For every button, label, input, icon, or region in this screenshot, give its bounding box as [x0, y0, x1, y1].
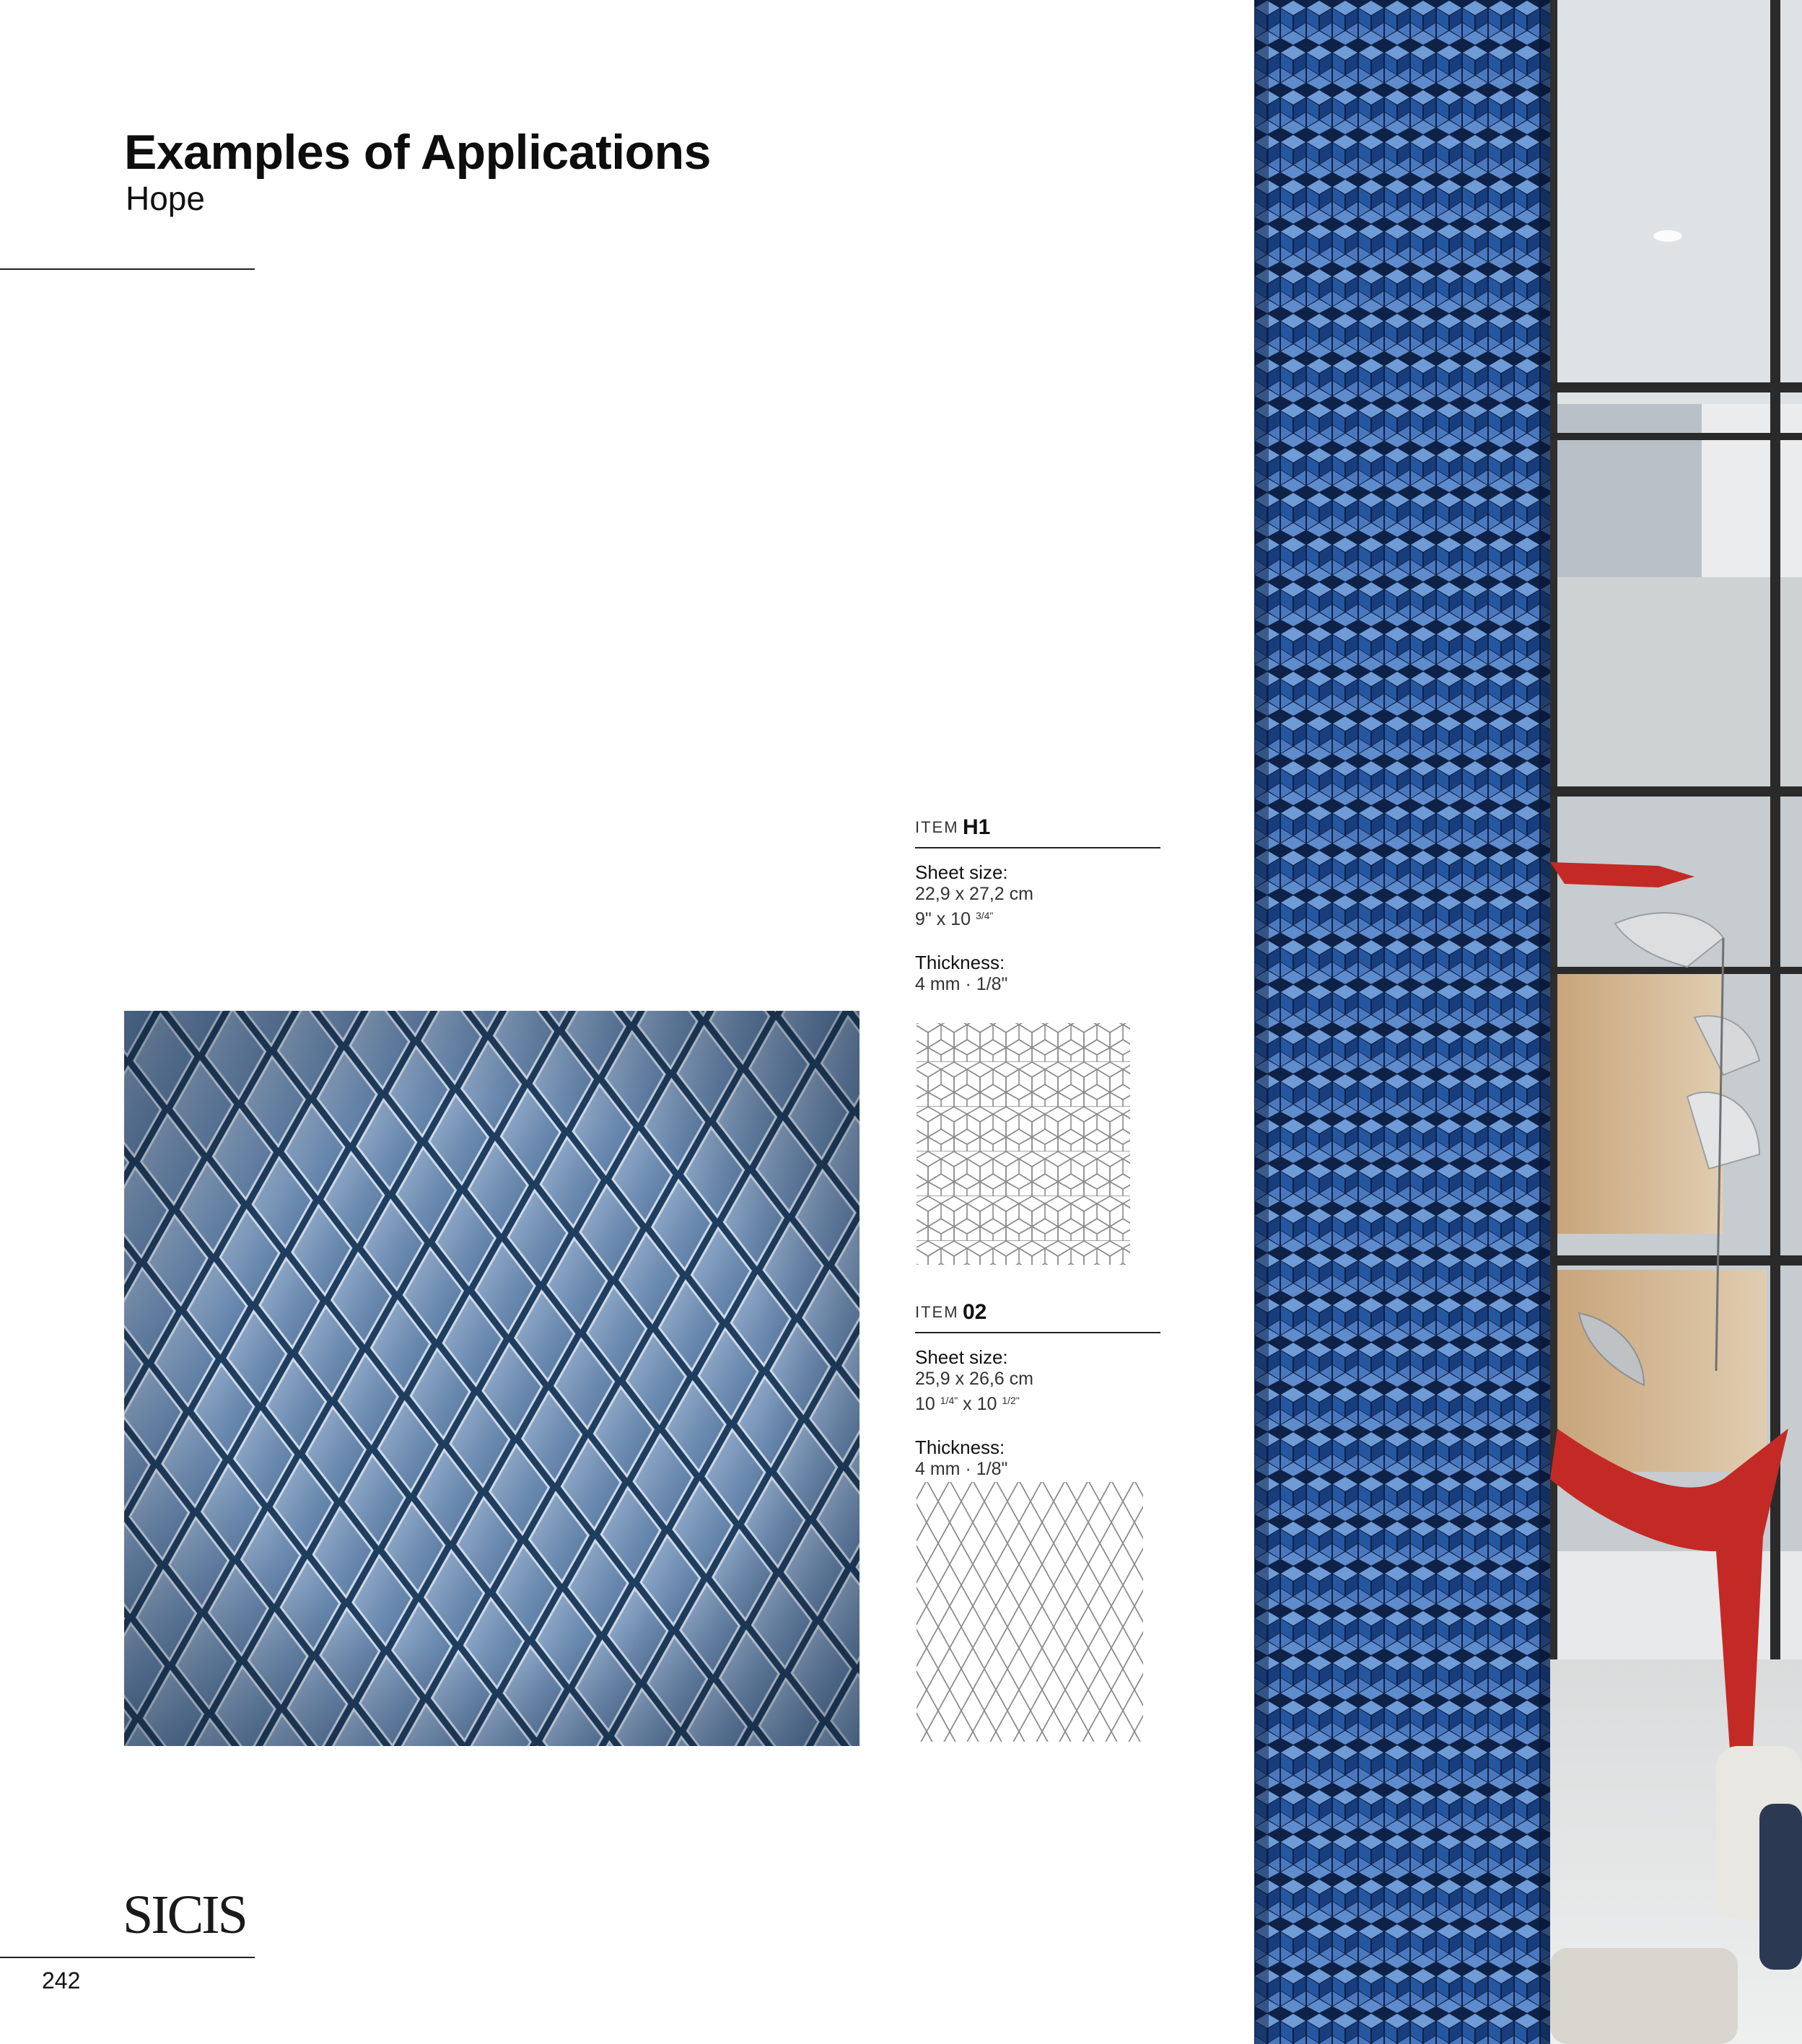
- page-number: 242: [42, 1968, 81, 1993]
- item-02-header: [915, 1293, 1160, 1333]
- item-02-spec: [915, 1293, 1160, 1480]
- mosaic-closeup-image: [124, 1011, 860, 1746]
- item-02-thickness: 4 mm · 1/8": [915, 1459, 1008, 1479]
- footer-rule: [0, 1957, 255, 1958]
- item-h1-sheet-size-label: Sheet size:: [915, 861, 1008, 883]
- item-h1-sheet-size-in: 9" x 10 $^{3/4"}$: [915, 909, 994, 929]
- item-02-code: 02: [963, 1300, 987, 1324]
- page-subtitle: Hope: [126, 180, 205, 217]
- item-h1-header: [915, 808, 1160, 848]
- cube-rhombus-pattern-icon: [915, 1017, 1132, 1270]
- item-h1-thickness-label: Thickness:: [915, 952, 1005, 973]
- item-h1-sheet-size-cm: 22,9 x 27,2 cm: [915, 884, 1033, 904]
- item-h1-code: H1: [963, 815, 991, 839]
- item-h1-spec: [915, 808, 1160, 995]
- item-02-label: ITEM: [915, 1303, 959, 1321]
- item-02-sheet-size-in: 10 $^{1/4"}$ x 10 $^{1/2"}$: [915, 1394, 1020, 1414]
- diamond-pattern-icon: [915, 1481, 1146, 1747]
- page-title: Examples of Applications: [124, 125, 711, 180]
- item-02-sheet-size-label: Sheet size:: [915, 1346, 1008, 1368]
- interior-application-photo: [1254, 0, 1802, 2044]
- item-h1-thickness: 4 mm · 1/8": [915, 974, 1008, 994]
- item-02-sheet-size-cm: 25,9 x 26,6 cm: [915, 1369, 1033, 1389]
- header-rule: [0, 268, 255, 270]
- sicis-logo: SICIS: [123, 1885, 246, 1945]
- item-h1-label: ITEM: [915, 818, 959, 836]
- item-02-thickness-label: Thickness:: [915, 1436, 1005, 1458]
